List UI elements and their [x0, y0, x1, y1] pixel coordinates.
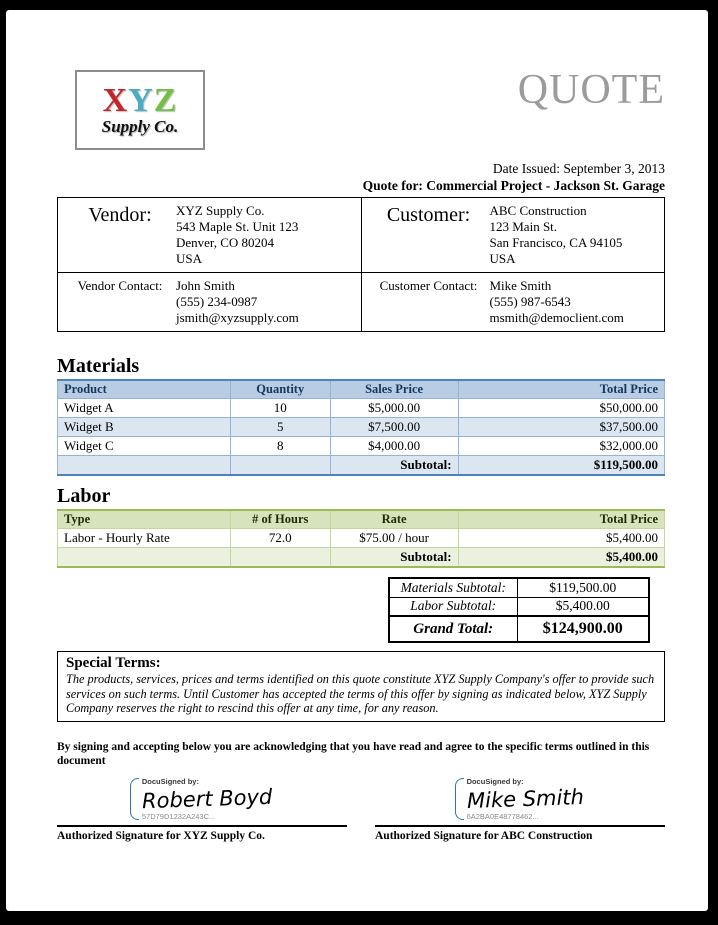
- labor-subtotal-row: [58, 548, 665, 568]
- materials-subtotal-value: $119,500.00: [458, 456, 664, 476]
- labor-header-row: [58, 510, 665, 529]
- customer-signature: Mike Smith: [466, 784, 584, 813]
- cell-hours: 72.0: [230, 529, 330, 548]
- materials-subtotal-value: $119,500.00: [517, 578, 649, 597]
- labor-subtotal-value: $5,400.00: [458, 548, 664, 568]
- special-terms-title: Special Terms:: [66, 655, 161, 671]
- table-row: [58, 437, 665, 456]
- vendor-contact-info: [176, 278, 299, 326]
- vendor-city: Denver, CO 80204: [176, 235, 275, 250]
- materials-section: [57, 355, 665, 476]
- customer-contact-email: msmith@democlient.com: [489, 310, 624, 325]
- customer-label: Customer:: [386, 204, 471, 226]
- vendor-label: Vendor:: [88, 204, 152, 226]
- customer-country: USA: [489, 251, 516, 266]
- labor-table: [57, 509, 665, 568]
- vendor-signature: Robert Boyd: [141, 784, 273, 813]
- cell-sales-price: $4,000.00: [330, 437, 458, 456]
- table-row: [58, 418, 665, 437]
- docusigned-by-label: DocuSigned by:: [466, 776, 524, 786]
- materials-subtotal-row: [58, 456, 665, 476]
- docusign-stamp-vendor: [128, 775, 276, 823]
- signatures-section: [57, 775, 665, 842]
- cell-total-price: $37,500.00: [458, 418, 664, 437]
- cell-product: Widget A: [58, 399, 231, 418]
- docusigned-by-label: DocuSigned by:: [141, 776, 199, 786]
- labor-subtotal-value: $5,400.00: [517, 597, 649, 616]
- customer-signature-label: Authorized Signature for ABC Construction: [375, 829, 593, 842]
- customer-name: ABC Construction: [489, 203, 587, 218]
- labor-subtotal-label: Labor Subtotal:: [389, 597, 517, 616]
- docusign-id: 57D79D1232A243C...: [141, 811, 216, 821]
- docusign-id: 6A2BA0E48778462...: [466, 811, 539, 821]
- customer-contact-info: [490, 278, 624, 326]
- vendor-signature-block: [57, 775, 347, 842]
- vendor-block: [64, 203, 355, 267]
- cell-rate: $75.00 / hour: [330, 529, 458, 548]
- table-row: [58, 399, 665, 418]
- column-header-hours: # of Hours: [230, 510, 330, 529]
- cell-product: Widget B: [58, 418, 231, 437]
- column-header-total-price: Total Price: [458, 380, 664, 399]
- materials-subtotal-label: Materials Subtotal:: [389, 578, 517, 597]
- special-terms-body: The products, services, prices and terms identified on this quote constitute XYZ Supply Company's offer to provide such services on such terms. Until Customer has accepted the terms of this offer by signing as indicated below, XYZ Supply Company reserves the right to rescind this offer at any time, for any reason.: [66, 672, 655, 715]
- cell-quantity: 10: [230, 399, 330, 418]
- docusign-bracket-icon: [455, 778, 464, 820]
- grand-total-value: $124,900.00: [517, 616, 649, 642]
- cell-total-price: $50,000.00: [458, 399, 664, 418]
- totals-section: [57, 577, 665, 643]
- vendor-contact-phone: (555) 234-0987: [176, 294, 258, 309]
- cell-sales-price: $7,500.00: [330, 418, 458, 437]
- cell-product: Widget C: [58, 437, 231, 456]
- column-header-total-price: Total Price: [458, 510, 664, 529]
- cell-total-price: $5,400.00: [458, 529, 664, 548]
- special-terms-box: [57, 651, 665, 722]
- materials-subtotal-label: Subtotal:: [330, 456, 458, 476]
- quote-document: [6, 10, 708, 911]
- company-logo: [75, 70, 205, 150]
- table-row: [58, 198, 665, 273]
- cell-type: Labor - Hourly Rate: [58, 529, 231, 548]
- quote-meta: [57, 161, 665, 194]
- totals-table: [388, 577, 650, 643]
- cell-quantity: 8: [230, 437, 330, 456]
- labor-title: Labor: [57, 485, 111, 507]
- customer-contact-phone: (555) 987-6543: [489, 294, 571, 309]
- customer-signature-block: [375, 775, 665, 842]
- cell-sales-price: $5,000.00: [330, 399, 458, 418]
- logo-subtitle: Supply Co.: [101, 116, 179, 136]
- vendor-address: [176, 203, 298, 267]
- vendor-street: 543 Maple St. Unit 123: [176, 219, 299, 234]
- customer-city: San Francisco, CA 94105: [489, 235, 623, 250]
- customer-contact-name: Mike Smith: [489, 278, 552, 293]
- labor-section: [57, 485, 665, 568]
- document-header: [57, 67, 665, 150]
- column-header-sales-price: Sales Price: [330, 380, 458, 399]
- logo-letter-z: Z: [153, 81, 178, 119]
- cell-total-price: $32,000.00: [458, 437, 664, 456]
- table-row: [389, 578, 649, 597]
- cell-quantity: 5: [230, 418, 330, 437]
- vendor-name: XYZ Supply Co.: [176, 203, 265, 218]
- date-issued: Date Issued: September 3, 2013: [492, 161, 665, 176]
- vendor-contact-name: John Smith: [176, 278, 235, 293]
- grand-total-row: [389, 616, 649, 642]
- customer-block: [368, 203, 659, 267]
- vendor-contact-label: Vendor Contact:: [77, 278, 163, 293]
- labor-subtotal-label: Subtotal:: [330, 548, 458, 568]
- customer-contact-block: [368, 278, 659, 326]
- signature-line: [57, 825, 347, 827]
- customer-street: 123 Main St.: [489, 219, 558, 234]
- vendor-contact-block: [64, 278, 355, 326]
- grand-total-label: Grand Total:: [389, 616, 517, 642]
- docusign-bracket-icon: [130, 778, 139, 820]
- table-row: [58, 529, 665, 548]
- customer-address: [490, 203, 623, 267]
- column-header-rate: Rate: [330, 510, 458, 529]
- table-row: [58, 273, 665, 332]
- vendor-country: USA: [176, 251, 203, 266]
- vendor-signature-label: Authorized Signature for XYZ Supply Co.: [57, 829, 265, 842]
- logo-letter-x: X: [102, 81, 129, 119]
- column-header-quantity: Quantity: [230, 380, 330, 399]
- signature-line: [375, 825, 665, 827]
- vendor-contact-email: jsmith@xyzsupply.com: [176, 310, 299, 325]
- materials-table: [57, 379, 665, 476]
- materials-header-row: [58, 380, 665, 399]
- acknowledgment-text: By signing and accepting below you are acknowledging that you have read and agree to the specific terms outlined in this document: [57, 740, 650, 767]
- customer-contact-label: Customer Contact:: [379, 278, 478, 293]
- logo-letter-y: Y: [128, 81, 154, 119]
- quote-for: Quote for: Commercial Project - Jackson St. Garage: [362, 177, 665, 193]
- column-header-product: Product: [58, 380, 231, 399]
- parties-table: [57, 197, 665, 332]
- docusign-stamp-customer: [453, 775, 588, 823]
- column-header-type: Type: [58, 510, 231, 529]
- materials-title: Materials: [57, 355, 140, 377]
- table-row: [389, 597, 649, 616]
- page-title: QUOTE: [517, 67, 665, 113]
- logo-letters: [102, 81, 178, 119]
